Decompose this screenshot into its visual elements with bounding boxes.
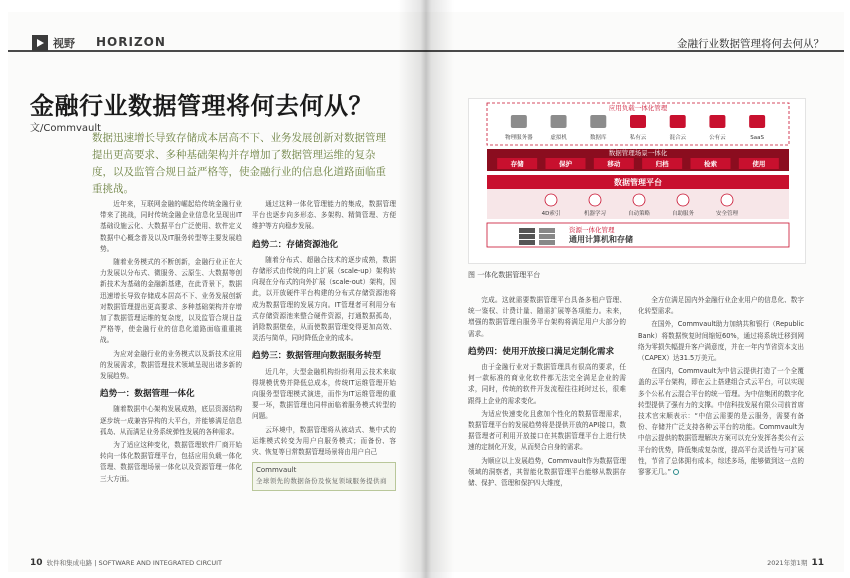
workload-item-label: SaaS (750, 135, 765, 141)
workload-item (709, 115, 726, 141)
workload-icon (590, 115, 606, 128)
workload-icon (630, 115, 646, 128)
left-footer (30, 558, 222, 568)
workload-item (749, 115, 765, 141)
page-number: 10 (30, 558, 43, 568)
section-heading: 趋势二：存储资源池化 (252, 239, 338, 250)
text-column-2 (252, 199, 396, 491)
section-label-zh: 视野 (53, 37, 75, 50)
feature-icon (545, 194, 557, 206)
article-title: 金融行业数据管理将何去何从？ (30, 92, 373, 120)
left-page (8, 12, 426, 572)
company-slogan: 全球领先的数据备份及恢复领域服务提供商 (256, 477, 387, 486)
scenario-item (691, 158, 731, 169)
section-label-en: HORIZON (96, 35, 166, 49)
paragraph: 通过这种一体化管理能力的集成，数据管理平台也逐步向多形态、多架构、精简管理、方便维护等方向稳步发展。 (252, 200, 396, 231)
section-tag (32, 34, 75, 52)
feature-icon (721, 194, 733, 206)
paragraph-text: 在国内，Commvault为中信云提供打造了一个全覆盖的云平台架构，即在云上搭建组合式云平台，可以实现多个公私有云混合平台的统一管理。为中信集团的数字化转型提供了强有力的支撑。中信科技发展有限公司前首席技术官宋顺表示：“中信云需要的是云服务，需要有备份、存储并广泛支持各种云平台的功能。Commvault为中信云提供的数据管理解决方案可以充分发挥各类公有云平台的优势，降低集成复杂度，提高平台灵活性与可扩展性，节省了总体拥有成本，综述多场，能够做到这一点的寥寥无几。” (638, 367, 804, 477)
footer-publication: 软件和集成电路 | SOFTWARE AND INTEGRATED CIRCUIT (46, 559, 222, 567)
workload-item-label: 混合云 (669, 135, 686, 141)
left-header-bar (8, 34, 426, 52)
scenario-box-label: 存储 (510, 160, 524, 168)
paragraph: 全方位满足国内外金融行业企业用户的信息化、数字化转型需求。 (638, 296, 804, 316)
paragraph: 为顺应以上发展趋势，Commvault作为数据管理领域的洞察者，其智能化数据管理平台能够从数据存储、保护、管理和保护四大维度， (468, 456, 626, 488)
scenario-box-label: 使用 (752, 160, 766, 168)
workload-item (505, 115, 533, 141)
platform-label: 数据管理平台 (614, 178, 662, 187)
scenario-label: 数据管理场景一体化 (608, 149, 668, 157)
feature-label: 自助服务 (671, 211, 695, 217)
workload-label: 应用负载一体化管理 (608, 104, 668, 112)
footer-issue: 2021年第1期 (767, 559, 808, 567)
company-name: Commvault (256, 466, 297, 475)
workload-item-label: 虚拟机 (550, 135, 567, 141)
paragraph: 近年来，互联网金融的崛起给传统金融行业带来了挑战，同时传统金融企业信息化呈现出IT基础设施云化、大数据平台广泛使用、软件定义数据中心概念普及以及IT服务转型等主要发展趋势。 (100, 200, 242, 253)
page-number: 11 (811, 558, 824, 568)
right-footer (767, 558, 824, 568)
resource-text: 通用计算机和存储 (569, 235, 633, 244)
scenario-item (739, 158, 779, 169)
workload-icon (670, 115, 686, 128)
article-lead: 数据迅速增长导致存储成本居高不下、业务发展创新对数据管理提出更高要求、多种基础架构并存增加了数据管理运维的复杂度，以及监管合规日益严格等，使金融行业的信息化道路面临重重挑战。 (92, 132, 386, 195)
workload-item (630, 115, 647, 141)
paragraph: 随着分布式、超融合技术的逐步成熟，数据存储形式由传统的向上扩展（scale-up）架构转向现在分布式的向外扩展（scale-out）架构，因此，以开放硬件平台构建的分布式存储资源池将成为数据管理的发展方向。IT管理者可利用分布式存储资源池来整合硬件资源，打通数据孤岛，消除数据壁垒，从而使数据管理变得更加高效、灵活与简单，同时降低企业的成本。 (252, 255, 396, 343)
paragraph: 近几年，大型金融机构纷纷利用云技术来取得规模优势并降低总成本，传统IT运维管理开始向服务型管理模式演进，而作为IT运维管理的重要一环，数据管理也同样面临着服务模式转型的问题。 (252, 367, 396, 421)
scenario-box-label: 保护 (559, 160, 572, 168)
scenario-item (594, 158, 634, 169)
text-column-4 (638, 295, 804, 480)
feature-label: 安全管理 (715, 211, 739, 217)
workload-item-label: 数据库 (590, 135, 607, 141)
paragraph: 在国外，Commvault助力加纳共和银行（Republic Bank）将数据恢复时间缩短60%，通过将系统迁移到网络为零损失幅提升客户满意度，并在一年内节省资本支出（CAPEX）达31.5万美元。 (638, 320, 804, 363)
figure-caption: 图 一体化数据管理平台 (468, 271, 541, 279)
scenario-item (497, 158, 537, 169)
paragraph: 由于金融行业对于数据管理具有很高的要求，任何一款标准的商业化软件都无法完全满足企业的需求，同时，传统的软件开发流程往往耗时过长，很难跟得上企业的需求变化。 (468, 363, 626, 405)
running-title: 金融行业数据管理将何去何从？ (677, 38, 824, 50)
feature-icon (589, 194, 601, 206)
scenario-box-label: 检索 (704, 160, 717, 168)
paragraph: 为了适应这种变化，数据管理软件厂商开始转向一体化数据管理平台，包括应用负载一体化管理、数据管理场景一体化以及资源管理一体化三大方面。 (100, 441, 242, 483)
workload-item (669, 115, 686, 141)
workload-item (590, 115, 607, 141)
workload-item-label: 物理服务器 (505, 135, 533, 141)
paragraph: 为应对金融行业的业务模式以及新技术应用的发展需求，数据管理技术领域呈现出诸多新的发展趋势。 (100, 349, 242, 381)
section-heading: 趋势三：数据管理向数据服务转型 (252, 351, 381, 362)
diagram-svg (469, 99, 807, 265)
paragraph: 为适应快速变化且愈加个性化的数据管理需求，数据管理平台的发展趋势将是提供开放的API接口，数据管理者可利用开放接口在其数据管理平台上进行快速的定制化开发，从而契合自身的需求。 (468, 409, 626, 452)
scenario-box-label: 归档 (655, 160, 669, 168)
workload-icon (709, 115, 725, 128)
workload-item (550, 115, 567, 141)
server-icon (519, 228, 535, 245)
feature-icon (633, 194, 645, 206)
platform-diagram (468, 98, 806, 264)
right-page (426, 12, 844, 572)
scenario-item (546, 158, 586, 169)
feature-label: 4D索引 (541, 211, 561, 217)
scenario-item (642, 158, 682, 169)
section-heading: 趋势一：数据管理一体化 (100, 389, 195, 400)
workload-icon (551, 115, 567, 128)
play-icon (32, 35, 48, 51)
workload-items (505, 115, 765, 141)
paragraph: 随着数据中心架构发展成熟，底层资源结构逐步统一成兼容异构的大平台，并能够满足信息孤岛、从而满足业务系统弹性发展的各种需求。 (100, 405, 242, 436)
workload-item-label: 私有云 (629, 135, 647, 141)
scenario-box-label: 移动 (607, 160, 621, 168)
right-header-bar (426, 34, 844, 52)
resource-label: 资源一体化管理 (569, 226, 615, 234)
section-heading: 趋势四：使用开放接口满足定制化需求 (468, 346, 615, 357)
feature-label: 机器学习 (583, 211, 607, 217)
company-box (252, 462, 396, 490)
text-column-1 (100, 199, 242, 487)
paragraph: 云环境中，数据管理将从被动式、集中式的运维模式转变为用户自服务模式；而备份、容灾、恢复等日常数据管理场景将由用户自己 (252, 425, 396, 457)
paragraph (638, 366, 804, 478)
workload-icon (511, 115, 527, 128)
feature-label: 自动策略 (627, 211, 651, 217)
storage-icon (539, 228, 555, 245)
paragraph: 完成。这就需要数据管理平台具备多租户管理、统一鉴权、计费计量、随需扩展等各项能力。未来，增强的数据管理自服务平台架构将满足用户大部分的需求。 (468, 296, 626, 338)
end-mark-icon (673, 469, 679, 475)
feature-icon (677, 194, 689, 206)
text-column-3 (468, 295, 626, 491)
article-author: 文/Commvault (30, 123, 102, 134)
paragraph: 随着业务模式的不断创新，金融行业正在大力发展以分布式、微服务、云原生、大数据等创新技术为基础的金融新基建，在此背景下，数据迅速增长导致存储成本居高不下、业务发展创新对数据管理提出更高要求、多种基础架构并存增加了数据管理运维的复杂度，以及监管合规日益严格等，使金融行业的信息化道路面临重重挑战。 (100, 258, 242, 345)
workload-icon (749, 115, 765, 128)
workload-item-label: 公有云 (709, 135, 726, 141)
